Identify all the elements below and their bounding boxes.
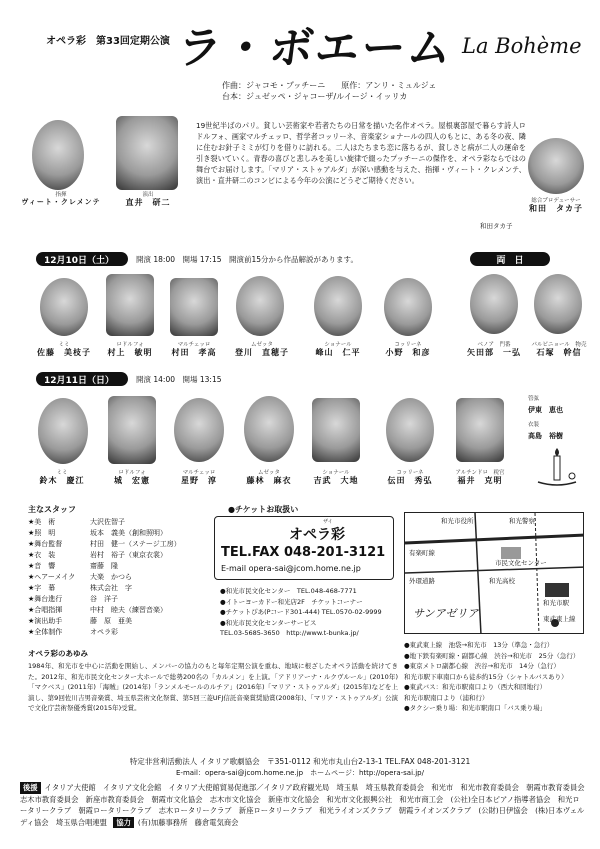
synopsis-signature: 和田タカ子 bbox=[480, 222, 513, 230]
outlet-line: ●和光市民文化センターサービス bbox=[220, 618, 317, 627]
cast-photo bbox=[106, 274, 154, 336]
map-label: 和光警察 bbox=[509, 517, 535, 525]
synopsis: 19世紀半ばのパリ。貧しい芸術家や若者たちの日常を描いた名作オペラ。屋根裏部屋で暮らす詩人ロドルフォ、画家マルチェッロ、哲学者コッリーネ、音楽家ショナールの四人のもとに、ある冬の夜、隣に住むお針子ミミが灯りを借りに訪れる。二人はたちまち恋に落ちるが、貧しさと病が二人の運命を引き裂いていく。青春の喜びと悲しみを美しい旋律で綴ったプッチーニの傑作を、オペラ彩ならではの舞台でお届けします。「マリア・ストゥアルダ」が深い感動を与えた、指揮・ヴィート・クレメンテ、演出・直井研二のコンビによる今年の公演にどうぞご期待ください。 bbox=[196, 121, 526, 185]
cast-photo bbox=[312, 398, 360, 462]
credit-line: 作曲：ジャコモ・プッチーニ 原作：アンリ・ミュルジェ bbox=[222, 81, 437, 90]
cast-photo bbox=[244, 396, 294, 462]
ticket-email[interactable]: E-mail opera-sai@jcom.home.ne.jp bbox=[221, 564, 361, 573]
venue-logo: サンアゼリア bbox=[413, 607, 479, 620]
staff-row: ★全体制作 オペラ彩 bbox=[28, 628, 118, 636]
history-text: 1984年、和光市を中心に活動を開始し、メンバーの協力のもと毎年定期公演を重ね、地域に根ざしたオペラ活動を続けてきた。2012年、和光市民文化センター大ホールで総勢200名の「カルメン」を上演。「アドリアーナ・ルクヴルール」(2010年)「マクベス」(2011年)「海賊」(2014年)「ランメルモールのルチア」(2016年)「マリア・ストゥアルダ」(2015年)などを上演し、第9回佐川吉男音楽賞、埼玉県芸術文化祭賞、第5回三菱UFJ信託音楽賞奨励賞(2008年)、「マリア・ストゥアルダ」公演で文化庁芸術祭優秀賞(2015年)受賞。 bbox=[28, 662, 398, 712]
cast-name: ミミ 佐藤 美枝子 bbox=[37, 342, 91, 358]
map-label: 和光高校 bbox=[489, 577, 515, 585]
history bbox=[28, 648, 398, 714]
title-italian: La Bohème bbox=[462, 34, 582, 58]
org-line: オペラ彩 第33回定期公演 bbox=[46, 36, 170, 47]
cast-name: コッリーネ 伝田 秀弘 bbox=[387, 470, 433, 486]
support-text: (有)加藤事務所 藤倉電気商会 bbox=[137, 817, 239, 827]
day2-extra bbox=[528, 394, 592, 442]
access-line: ●タクシー乗り場：和光市駅南口「バス乗り場」 bbox=[404, 704, 547, 712]
director-name: 演出 直井 研二 bbox=[125, 192, 171, 208]
cast-photo bbox=[456, 398, 504, 462]
cast-name: ミミ 鈴木 慶江 bbox=[39, 470, 85, 486]
extra-name: 高島 裕樹 bbox=[528, 432, 563, 440]
map-label: 和光市役所 bbox=[441, 517, 474, 525]
history-heading: オペラ彩のあゆみ bbox=[28, 649, 88, 658]
staff-row: ★演出助手 藤 原 亜美 bbox=[28, 617, 132, 625]
staff-row: ★音 響 齋藤 隆 bbox=[28, 562, 118, 570]
map-label: 東武東上線 bbox=[543, 615, 576, 623]
cast-name: コッリーネ 小野 和彦 bbox=[385, 342, 431, 358]
cast-photo bbox=[38, 398, 88, 464]
staff-heading: 主なスタッフ bbox=[28, 505, 76, 514]
access-line: ●東武バス：和光市駅南口より（西大和団地行） bbox=[404, 683, 547, 691]
cast-photo bbox=[174, 398, 224, 462]
cast-photo bbox=[534, 274, 582, 334]
cast-name: ロドルフォ 村上 敏明 bbox=[107, 342, 153, 358]
ticket-org-ruby: ザイ bbox=[323, 519, 333, 525]
staff-row: ★ヘアーメイク 大楽 かつら bbox=[28, 573, 132, 581]
staff-list bbox=[28, 504, 208, 638]
director-photo bbox=[116, 116, 178, 190]
staff-row: ★照 明 坂本 義美（創和照明） bbox=[28, 529, 167, 537]
ticket-org: オペラ彩 bbox=[289, 527, 345, 543]
access-line: 和光市駅南口より（浦和行） bbox=[404, 693, 489, 702]
ticket-heading: ●チケットお取扱い bbox=[228, 505, 299, 514]
ticket-box bbox=[214, 516, 394, 580]
day1-times: 開演 18:00 開場 17:15 開演前15分から作品解説があります。 bbox=[136, 255, 358, 264]
staff-row: ★美 術 大沢佐智子 bbox=[28, 518, 125, 526]
support-label: 協力 bbox=[113, 817, 134, 829]
extra-role: 管弦 bbox=[528, 396, 540, 402]
producer-name: 総合プロデューサー 和田 タカ子 bbox=[529, 198, 583, 214]
sponsor-label: 後援 bbox=[20, 782, 41, 794]
credit-line: 台本：ジュゼッペ・ジャコーザ/ルイージ・イッリカ bbox=[222, 92, 408, 101]
map-label: 有楽町線 bbox=[409, 549, 435, 557]
cast-name: ムゼッタ 藤林 麻衣 bbox=[246, 470, 292, 486]
cast-name: マルチェッロ 村田 孝高 bbox=[171, 342, 217, 358]
staff-row: ★衣 装 岩村 裕子（東京衣裳） bbox=[28, 551, 167, 559]
access-line: ●東京メトロ副都心線 渋谷→和光市 14分（急行） bbox=[404, 662, 560, 670]
staff-row: ★舞台監督 村田 健一（ステージ工房） bbox=[28, 540, 181, 548]
day1-date: 12月10日（土） bbox=[36, 252, 128, 266]
access-line: 和光市駅下車南口から徒歩約15分（シャトルバスあり） bbox=[404, 672, 568, 681]
day2-date: 12月11日（日） bbox=[36, 372, 128, 386]
ticket-outlets bbox=[220, 586, 400, 639]
footer-contact[interactable]: E-mail：opera-sai@jcom.home.ne.jp ホームページ：http://opera-sai.jp/ bbox=[176, 769, 424, 777]
producer-photo bbox=[528, 138, 584, 194]
candle-icon bbox=[532, 446, 582, 490]
title-jp: ラ・ボエーム bbox=[173, 23, 457, 74]
cast-photo bbox=[386, 398, 434, 462]
conductor-photo bbox=[32, 120, 84, 190]
cast-name: マルチェッロ 星野 淳 bbox=[181, 470, 217, 486]
cast-photo bbox=[236, 276, 284, 336]
cast-photo bbox=[40, 278, 88, 336]
cast-photo bbox=[384, 278, 432, 336]
conductor-name: 指揮 ヴィート・クレメンテ bbox=[21, 192, 101, 207]
both-days-label: 両 日 bbox=[470, 252, 550, 266]
map-label: 外環道路 bbox=[409, 577, 435, 585]
cast-photo bbox=[314, 276, 362, 336]
outlet-line: ●チケットぴあ(Pコード301-444) TEL.0570-02-9999 bbox=[220, 608, 382, 616]
ticket-tel: TEL.FAX 048-201-3121 bbox=[221, 545, 386, 560]
outlet-line[interactable]: TEL.03-5685-3650 http://www.t-bunka.jp/ bbox=[220, 629, 359, 637]
staff-row: ★字 幕 株式会社 字 bbox=[28, 584, 132, 592]
credits bbox=[222, 80, 482, 102]
cast-photo bbox=[108, 396, 156, 464]
cast-name: ロドルフォ 城 宏憲 bbox=[114, 470, 150, 486]
staff-row: ★舞台進行 谷 洋子 bbox=[28, 595, 118, 603]
map-label: 市民文化センター bbox=[495, 559, 547, 567]
cast-name: ムゼッタ 登川 直穂子 bbox=[235, 342, 289, 358]
access-line: ●地下鉄有楽町線・副都心線 渋谷→和光市 25分（急行） bbox=[404, 651, 580, 660]
cast-name: アルチンドロ 税官 福井 克明 bbox=[455, 470, 505, 486]
cast-name: ショナール 峰山 仁平 bbox=[315, 342, 361, 358]
sponsor-text: イタリア大使館 イタリア文化会館 イタリア大使館貿易促進部／イタリア政府観光局 埼玉県 埼玉県教育委員会 和光市 和光市教育委員会 朝霞市教育委員会 志木市教育委員会 新座市教育委員会 朝霞市文化協会 志木市文化協会 新座市文化協会 和光市文化振興公社 和光市商工会 (公社)全日本ピアノ指導者協会 和光ロータリークラブ 朝霞ロータリークラブ 志木ロータリークラブ 新座ロータリークラブ 和光ライオンズクラブ 朝霞ライオンズクラブ (公財)日伊協会 (株)日本ヴェルディ協会 埼玉県合唱連盟 bbox=[20, 783, 592, 827]
extra-role: 衣装 bbox=[528, 422, 540, 428]
cast-name: ショナール 吉武 大地 bbox=[313, 470, 359, 486]
cast-photo bbox=[470, 274, 518, 334]
outlet-line: ●和光市民文化センター TEL.048-468-7771 bbox=[220, 587, 357, 595]
access-line: ●東武東上線 池袋→和光市 13分（準急・急行） bbox=[404, 641, 554, 649]
day2-times: 開演 14:00 開場 13:15 bbox=[136, 375, 222, 384]
access-info bbox=[404, 640, 590, 714]
cast-photo bbox=[170, 278, 218, 336]
cast-name: パルピニョール 物売 石塚 幹信 bbox=[531, 342, 587, 358]
access-map bbox=[404, 512, 584, 634]
sponsor-block bbox=[20, 782, 592, 828]
staff-row: ★合唱指揮 中村 睦夫（練習音楽） bbox=[28, 606, 167, 614]
cast-name: ベノア 門番 矢田部 一弘 bbox=[467, 342, 521, 358]
footer-org: 特定非営利活動法人 イタリア歌劇協会 〒351-0112 和光市丸山台2-13-1 TEL.FAX 048-201-3121 bbox=[129, 757, 471, 766]
map-label: 和光市駅 bbox=[543, 599, 569, 607]
outlet-line: ●イトーヨーカドー和光店2F チケットコーナー bbox=[220, 597, 363, 606]
extra-name: 伊東 恵也 bbox=[528, 406, 563, 414]
